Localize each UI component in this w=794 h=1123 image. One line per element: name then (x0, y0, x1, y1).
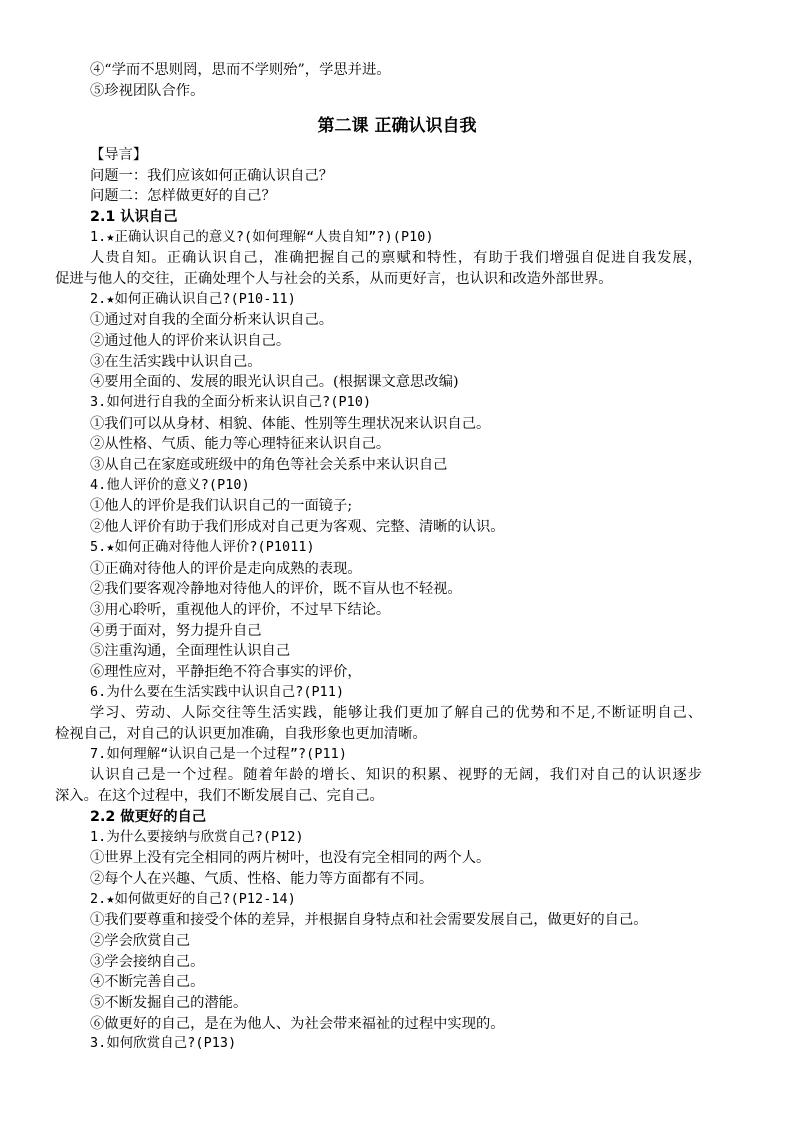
list-item: ⑤注重沟通，全面理性认识自己 (90, 643, 291, 659)
list-item: ③在生活实践中认识自己。 (90, 354, 262, 370)
list-item: ④不断完善自己。 (90, 974, 205, 990)
list-item: ③从自己在家庭或班级中的角色等社会关系中来认识自己 (90, 457, 448, 473)
question-2-1-7: 7.如何理解“认识自己是一个过程”?(P11) (90, 747, 347, 762)
answer-2-1-7-line2: 深入。在这个过程中，我们不断发展自己、完自己。 (55, 788, 384, 804)
list-item: ①他人的评价是我们认识自己的一面镜子; (90, 498, 353, 514)
top-item-5: ⑤珍视团队合作。 (90, 83, 205, 99)
list-item: ①正确对待他人的评价是走向成熟的表现。 (90, 561, 362, 577)
list-item: ②从性格、气质、能力等心理特征来认识自己。 (90, 436, 391, 452)
list-item: ②通过他人的评价来认识自己。 (90, 333, 291, 349)
question-2-2-1: 1.为什么要接纳与欣赏自己?(P12) (90, 830, 304, 845)
list-item: ②他人评价有助于我们形成对自己更为客观、完整、清晰的认识。 (90, 519, 505, 535)
answer-2-1-1-line2: 促进与他人的交往，正确处理个人与社会的关系，从而更好言，也认识和改造外部世界。 (55, 271, 613, 287)
lesson-title: 第二课 正确认识自我 (317, 116, 477, 136)
section-2-1-heading: 2.1 认识自己 (90, 209, 178, 225)
question-2-1-1: 1.★正确认识自己的意义?(如何理解“人贵自知”?)(P10) (90, 230, 434, 245)
list-item: ③用心聆听，重视他人的评价，不过早下结论。 (90, 602, 391, 618)
answer-2-1-7-line1: 认识自己是一个过程。随着年龄的增长、知识的积累、视野的无阔，我们对自己的认识逐步 (90, 767, 702, 783)
question-2-1-2: 2.★如何正确认识自己?(P10-11) (90, 292, 296, 307)
intro-question-2: 问题二：怎样做更好的自己？ (90, 188, 276, 204)
question-2-1-6: 6.为什么要在生活实践中认识自己?(P11) (90, 685, 345, 700)
list-item: ①我们可以从身材、相貌、体能、性别等生理状况来认识自己。 (90, 416, 491, 432)
list-item: ③学会接纳自己。 (90, 954, 205, 970)
list-item: ②学会欣赏自己 (90, 933, 191, 949)
list-item: ①世界上没有完全相同的两片树叶，也没有完全相同的两个人。 (90, 850, 491, 866)
section-2-2-heading: 2.2 做更好的自己 (90, 809, 207, 825)
question-2-2-3: 3.如何欣赏自己?(P13) (90, 1036, 237, 1051)
list-item: ②每个人在兴趣、气质、性格、能力等方面都有不同。 (90, 871, 434, 887)
answer-2-1-6-line1: 学习、劳动、人际交往等生活实践，能够让我们更加了解自己的优势和不足,不断证明自己、 (90, 705, 702, 721)
intro-question-1: 问题一：我们应该如何正确认识自己？ (90, 168, 334, 184)
list-item: ①通过对自我的全面分析来认识自己。 (90, 312, 334, 328)
list-item: ④勇于面对，努力提升自己 (90, 623, 262, 639)
list-item: ⑥理性应对，平静拒绝不符合事实的评价， (90, 664, 362, 680)
question-2-1-3: 3.如何进行自我的全面分析来认识自己?(P10) (90, 395, 372, 410)
list-item: ④要用全面的、发展的眼光认识自己。(根据课文意思改编) (90, 374, 459, 390)
question-2-2-2: 2.★如何做更好的自己?(P12-14) (90, 892, 296, 907)
list-item: ②我们要客观冷静地对待他人的评价，既不盲从也不轻视。 (90, 581, 462, 597)
answer-2-1-1-line1: 人贵自知。正确认识自己，准确把握自己的禀赋和特性，有助于我们增强自促进自我发展， (90, 250, 702, 266)
top-item-4: ④“学而不思则罔，思而不学则殆”，学思并进。 (90, 62, 391, 78)
list-item: ⑤不断发掘自己的潜能。 (90, 995, 248, 1011)
intro-label: 【导言】 (90, 147, 148, 163)
list-item: ①我们要尊重和接受个体的差异，并根据自身特点和社会需要发展自己，做更好的自己。 (90, 912, 648, 928)
answer-2-1-6-line2: 检视自己，对自己的认识更加准确，自我形象也更加清晰。 (55, 726, 427, 742)
list-item: ⑥做更好的自己，是在为他人、为社会带来福祉的过程中实现的。 (90, 1016, 505, 1032)
question-2-1-5: 5.★如何正确对待他人评价?(P1011) (90, 540, 315, 555)
question-2-1-4: 4.他人评价的意义?(P10) (90, 478, 250, 493)
